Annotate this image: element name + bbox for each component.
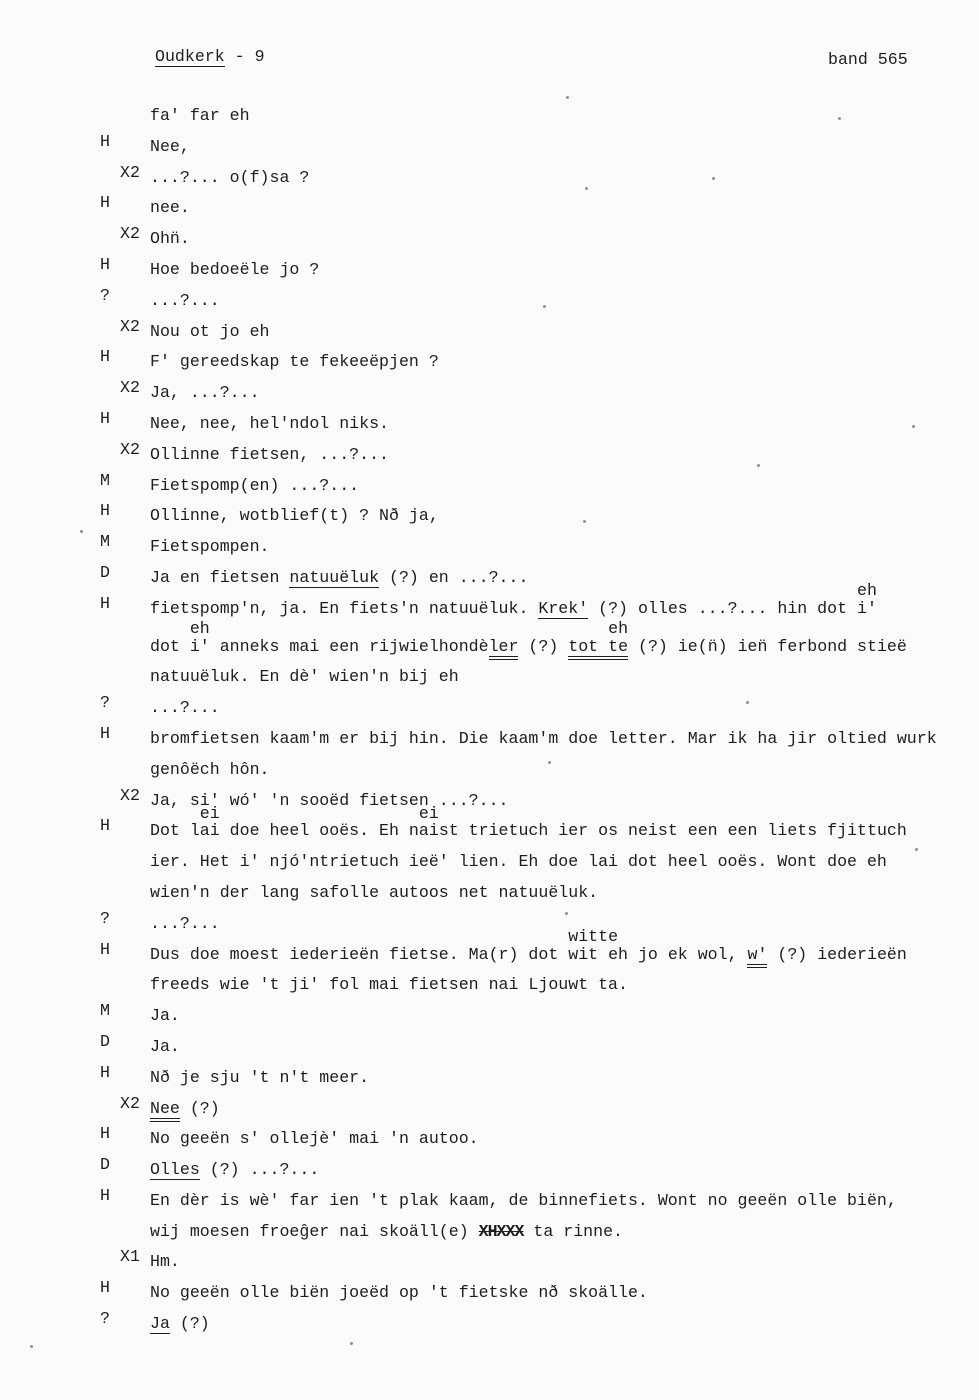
- dialogue-line: [150, 163, 963, 194]
- base-text: ai: [418, 821, 439, 841]
- transcript-line: [100, 563, 963, 594]
- text-run: Nee, nee, hel'ndol niks.: [150, 413, 389, 433]
- text-run: (?) olles ...?... hin dot: [588, 598, 858, 618]
- dialogue-line: [150, 440, 963, 471]
- transcript-line: [100, 532, 963, 563]
- noise-dot: [565, 912, 568, 915]
- text-run: (?): [518, 636, 569, 656]
- text-run: Ja, si' wó' 'n sooëd fietsen ...?...: [150, 790, 509, 810]
- superscript-text: ei: [418, 804, 439, 824]
- noise-dot: [350, 1342, 353, 1345]
- noise-dot: [712, 177, 715, 180]
- dialogue-text: [150, 440, 963, 471]
- superscript-annotation: [857, 581, 877, 625]
- dialogue-line: [150, 581, 963, 625]
- superscript-annotation: [608, 619, 629, 663]
- transcript-line: [100, 501, 963, 532]
- dialogue-text: [150, 909, 963, 940]
- dialogue-line: [150, 755, 963, 786]
- text-run: Ja.: [150, 1036, 180, 1056]
- text-run: ta rinne.: [523, 1221, 624, 1241]
- struck-text: XHXXX: [478, 1221, 524, 1241]
- text-run: Ollinne, wotblief(t) ? Nð ja,: [150, 506, 439, 526]
- speaker-label: H: [100, 1278, 110, 1298]
- noise-dot: [548, 761, 551, 764]
- dialogue-text: [150, 471, 963, 502]
- text-run: Ja en fietsen: [150, 567, 290, 587]
- transcript-line: [100, 409, 963, 440]
- dialogue-text: [150, 532, 963, 563]
- dialogue-text: [150, 101, 963, 132]
- transcript-line: [100, 786, 963, 817]
- transcript-line: [100, 1124, 963, 1155]
- speaker-label: H: [100, 193, 110, 213]
- text-run: doe heel ooës. Eh n: [219, 821, 419, 841]
- dialogue-text: [150, 1247, 963, 1278]
- superscript-annotation: [568, 927, 628, 971]
- text-run: Hm.: [150, 1252, 180, 1272]
- speaker-label: X2: [120, 378, 140, 398]
- dialogue-text: [150, 1094, 963, 1125]
- noise-dot: [757, 464, 760, 467]
- page-title: [155, 47, 265, 66]
- transcript-line: [100, 132, 963, 163]
- superscript-annotation: [189, 619, 210, 663]
- text-run: wien'n der lang safolle autoos net natuuëluk.: [150, 882, 599, 902]
- transcript-line: [100, 1309, 963, 1340]
- dialogue-text: [150, 317, 963, 348]
- dialogue-line: [150, 847, 963, 878]
- transcript-line: [100, 101, 963, 132]
- speaker-label: X2: [120, 439, 140, 459]
- speaker-label: M: [100, 532, 110, 552]
- text-run: genôëch hôn.: [150, 759, 270, 779]
- dialogue-line: [150, 878, 963, 909]
- base-text: ai: [199, 821, 220, 841]
- transcript-line: [100, 1032, 963, 1063]
- dialogue-text: [150, 693, 963, 724]
- dialogue-text: [150, 804, 963, 908]
- underlined-text: tot: [568, 637, 608, 660]
- speaker-label: X2: [120, 316, 140, 336]
- transcript-line: [100, 347, 963, 378]
- speaker-label: ?: [100, 693, 110, 713]
- speaker-label: H: [100, 254, 110, 274]
- transcript-line: [100, 1001, 963, 1032]
- transcript-line: [100, 909, 963, 940]
- dialogue-text: [150, 409, 963, 440]
- dialogue-line: [150, 662, 963, 693]
- superscript-annotation: [418, 804, 439, 847]
- underlined-text: natuuëluk: [289, 567, 380, 587]
- dialogue-line: [150, 1186, 963, 1217]
- text-run: No geeën s' ollejè' mai 'n autoo.: [150, 1129, 479, 1149]
- base-text: wit eh: [568, 944, 628, 964]
- text-run: bromfietsen kaam'm er bij hin. Die kaam'm doe letter. Mar ik ha jir oltied wurk: [150, 728, 937, 748]
- text-run: Dus doe moest iederieën fietse. Ma(r) dot: [150, 944, 569, 964]
- text-run: Hoe bedoeële jo ?: [150, 259, 320, 279]
- dialogue-text: [150, 347, 963, 378]
- text-run: ier. Het i' njó'ntrietuch ieë' lien. Eh doe lai dot heel ooës. Wont doe eh: [150, 852, 887, 872]
- dialogue-line: [150, 1032, 963, 1063]
- speaker-label: H: [100, 408, 110, 428]
- dialogue-line: [150, 1124, 963, 1155]
- dialogue-text: [150, 1032, 963, 1063]
- dialogue-line: [150, 409, 963, 440]
- underlined-text: Nee: [150, 1099, 180, 1122]
- superscript-text: eh: [189, 619, 210, 639]
- dialogue-text: [150, 1278, 963, 1309]
- dialogue-text: [150, 1001, 963, 1032]
- transcript-line: [100, 1155, 963, 1186]
- dialogue-line: [150, 347, 963, 378]
- page-title-location: Oudkerk: [155, 47, 225, 66]
- text-run: fietspomp'n, ja. En fiets'n natuuëluk.: [150, 598, 539, 618]
- text-run: Ohn̈.: [150, 229, 190, 249]
- transcript-line: [100, 581, 963, 693]
- text-run: En dèr is wè' far ien 't plak kaam, de binnefiets. Wont no geeën olle biën,: [150, 1190, 897, 1210]
- noise-dot: [543, 305, 546, 308]
- transcript-line: [100, 1186, 963, 1248]
- text-run: st trietuch ier os neist een een liets fjittuch: [438, 821, 907, 841]
- speaker-label: M: [100, 1001, 110, 1021]
- dialogue-line: [150, 909, 963, 940]
- speaker-label: X2: [120, 785, 140, 805]
- noise-dot: [838, 117, 841, 120]
- transcript-line: [100, 255, 963, 286]
- transcript-line: [100, 163, 963, 194]
- dialogue-line: [150, 1094, 963, 1125]
- text-run: dot: [150, 636, 190, 656]
- speaker-label: D: [100, 1155, 110, 1175]
- text-run: freeds wie 't ji' fol mai fietsen nai Ljouwt ta.: [150, 975, 628, 995]
- text-run: Nee,: [150, 136, 190, 156]
- dialogue-line: [150, 224, 963, 255]
- noise-dot: [566, 96, 569, 99]
- base-text: i': [857, 598, 877, 618]
- underlined-text: Ja: [150, 1314, 170, 1334]
- noise-dot: [30, 1345, 33, 1348]
- speaker-label: ?: [100, 1309, 110, 1329]
- dialogue-text: [150, 563, 963, 594]
- text-run: wij moesen froeĝer nai skoäll(e): [150, 1221, 479, 1241]
- text-run: Ja, ...?...: [150, 383, 260, 403]
- transcript-line: [100, 317, 963, 348]
- base-text: te: [608, 637, 628, 660]
- dialogue-line: [150, 1155, 963, 1186]
- dialogue-text: [150, 378, 963, 409]
- dialogue-line: [150, 132, 963, 163]
- speaker-label: H: [100, 1062, 110, 1082]
- dialogue-text: [150, 786, 963, 817]
- underlined-text: Krek': [538, 598, 589, 618]
- text-run: Ollinne fietsen, ...?...: [150, 444, 389, 464]
- speaker-label: H: [100, 723, 110, 743]
- underlined-text: ler: [489, 637, 519, 660]
- dialogue-line: [150, 286, 963, 317]
- dialogue-line: [150, 724, 963, 755]
- dialogue-line: [150, 1001, 963, 1032]
- transcript-line: [100, 1247, 963, 1278]
- text-run: ...?...: [150, 290, 220, 310]
- dialogue-line: [150, 532, 963, 563]
- noise-dot: [585, 187, 588, 190]
- page-title-number: - 9: [224, 47, 265, 66]
- transcript: [100, 101, 963, 1340]
- speaker-label: D: [100, 1031, 110, 1051]
- dialogue-text: [150, 1186, 963, 1248]
- dialogue-text: [150, 1155, 963, 1186]
- dialogue-text: [150, 927, 963, 1002]
- transcript-line: [100, 927, 963, 1002]
- band-label: band 565: [828, 50, 908, 69]
- underlined-text: Olles: [150, 1160, 200, 1180]
- dialogue-text: [150, 1309, 963, 1340]
- transcript-line: [100, 440, 963, 471]
- text-run: ...?...: [150, 913, 220, 933]
- speaker-label: X2: [120, 162, 140, 182]
- underlined-text: w': [747, 945, 767, 968]
- text-run: (?) ...?...: [199, 1160, 320, 1180]
- noise-dot: [912, 425, 915, 428]
- dialogue-line: [150, 471, 963, 502]
- dialogue-line: [150, 378, 963, 409]
- dialogue-line: [150, 786, 963, 817]
- dialogue-text: [150, 132, 963, 163]
- dialogue-text: [150, 224, 963, 255]
- noise-dot: [915, 848, 918, 851]
- superscript-annotation: [199, 804, 220, 847]
- transcript-line: [100, 724, 963, 786]
- text-run: (?): [169, 1314, 210, 1334]
- transcript-line: [100, 693, 963, 724]
- dialogue-line: [150, 1278, 963, 1309]
- dialogue-line: [150, 693, 963, 724]
- dialogue-text: [150, 286, 963, 317]
- text-run: Fietspomp(en) ...?...: [150, 475, 360, 495]
- transcript-line: [100, 471, 963, 502]
- speaker-label: H: [100, 939, 110, 959]
- superscript-text: eh: [857, 581, 877, 601]
- dialogue-line: [150, 619, 963, 663]
- speaker-label: ?: [100, 285, 110, 305]
- transcript-line: [100, 1278, 963, 1309]
- dialogue-text: [150, 193, 963, 224]
- text-run: Nð je sju 't n't meer.: [150, 1067, 370, 1087]
- text-run: nee.: [150, 198, 190, 218]
- transcript-line: [100, 1063, 963, 1094]
- dialogue-text: [150, 501, 963, 532]
- text-run: jo ek wol,: [627, 944, 748, 964]
- superscript-text: eh: [608, 619, 629, 639]
- transcript-line: [100, 804, 963, 908]
- text-run: (?) ie(n̈) ien̈ ferbond stieë: [628, 636, 907, 656]
- superscript-text: ei: [199, 804, 220, 824]
- dialogue-text: [150, 1063, 963, 1094]
- speaker-label: X1: [120, 1247, 140, 1267]
- speaker-label: H: [100, 816, 110, 836]
- dialogue-line: [150, 927, 963, 971]
- dialogue-text: [150, 163, 963, 194]
- dialogue-line: [150, 1217, 963, 1248]
- text-run: No geeën olle biën joeëd op 't fietske nð skoälle.: [150, 1283, 648, 1303]
- transcript-line: [100, 378, 963, 409]
- transcript-line: [100, 193, 963, 224]
- speaker-label: M: [100, 470, 110, 490]
- dialogue-line: [150, 317, 963, 348]
- speaker-label: D: [100, 562, 110, 582]
- base-text: i': [189, 636, 210, 656]
- text-run: anneks mai een rijwielhondè: [209, 636, 489, 656]
- text-run: fa' far eh: [150, 106, 250, 125]
- text-run: natuuëluk. En dè' wien'n bij eh: [150, 667, 459, 687]
- speaker-label: X2: [120, 224, 140, 244]
- dialogue-line: [150, 563, 963, 594]
- speaker-label: ?: [100, 908, 110, 928]
- speaker-label: H: [100, 1124, 110, 1144]
- noise-dot: [583, 520, 586, 523]
- text-run: Fietspompen.: [150, 537, 270, 557]
- noise-dot: [80, 530, 83, 533]
- speaker-label: H: [100, 593, 110, 613]
- text-run: (?): [179, 1098, 220, 1118]
- dialogue-line: [150, 970, 963, 1001]
- transcript-line: [100, 286, 963, 317]
- text-run: F' gereedskap te fekeeëpjen ?: [150, 352, 439, 372]
- text-run: ...?... o(f)sa ?: [150, 167, 310, 187]
- text-run: (?) iederieën: [767, 944, 907, 964]
- speaker-label: H: [100, 347, 110, 367]
- dialogue-line: [150, 101, 963, 132]
- speaker-label: H: [100, 501, 110, 521]
- dialogue-line: [150, 1063, 963, 1094]
- text-run: Dot l: [150, 821, 200, 841]
- speaker-label: X2: [120, 1093, 140, 1113]
- text-run: ...?...: [150, 698, 220, 718]
- dialogue-line: [150, 1247, 963, 1278]
- superscript-text: witte: [568, 927, 619, 947]
- dialogue-text: [150, 1124, 963, 1155]
- text-run: Nou ot jo eh: [150, 321, 270, 341]
- text-run: Ja.: [150, 1006, 180, 1026]
- text-run: (?) en ...?...: [379, 567, 529, 587]
- dialogue-line: [150, 501, 963, 532]
- dialogue-line: [150, 804, 963, 847]
- dialogue-text: [150, 255, 963, 286]
- transcript-line: [100, 1094, 963, 1125]
- transcript-line: [100, 224, 963, 255]
- dialogue-line: [150, 1309, 963, 1340]
- dialogue-text: [150, 581, 963, 693]
- dialogue-text: [150, 724, 963, 786]
- dialogue-line: [150, 193, 963, 224]
- dialogue-line: [150, 255, 963, 286]
- speaker-label: H: [100, 1185, 110, 1205]
- speaker-label: H: [100, 131, 110, 151]
- noise-dot: [746, 701, 749, 704]
